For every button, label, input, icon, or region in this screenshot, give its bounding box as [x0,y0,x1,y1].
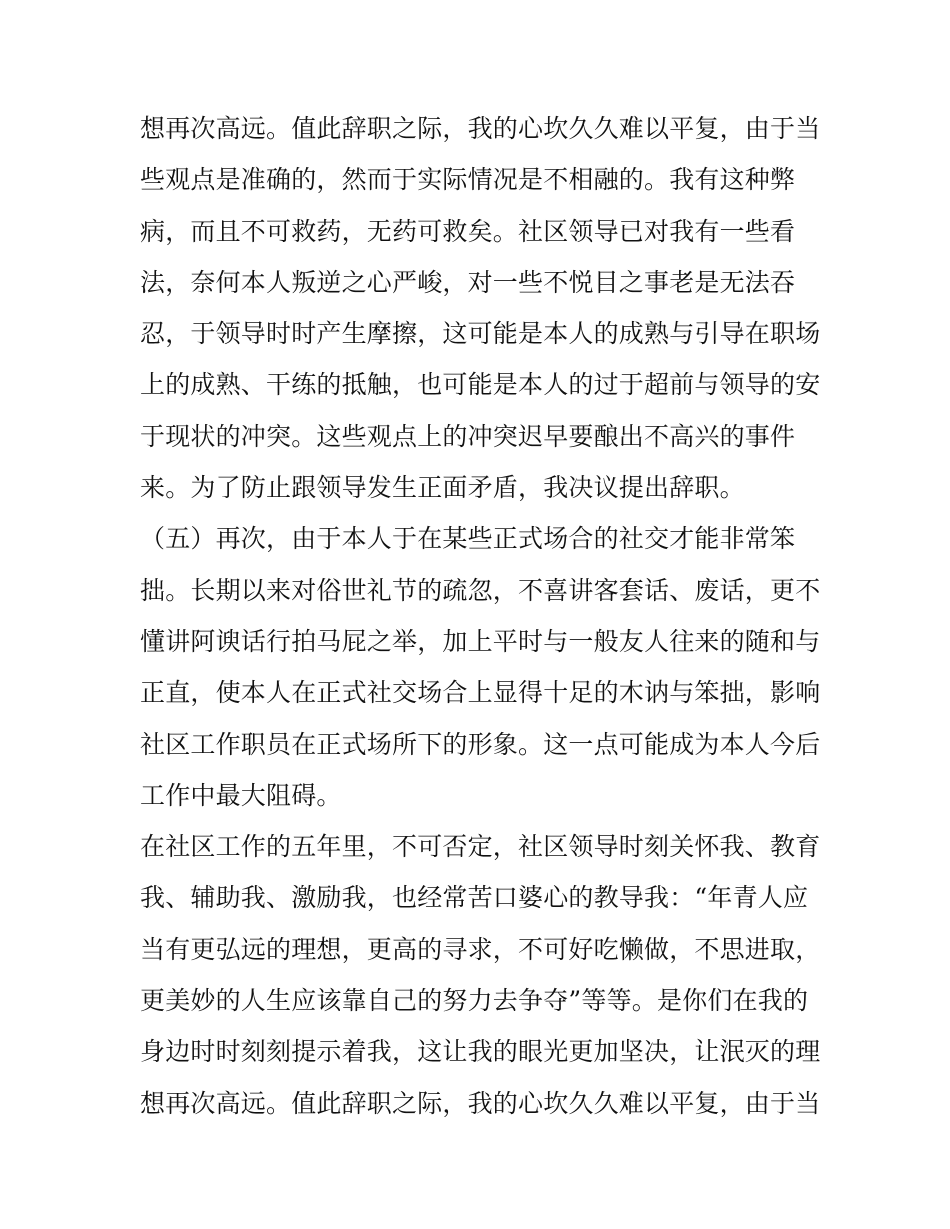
text-line-14: 工作中最大阻碍。 [140,780,342,810]
text-line-16: 我、辅助我、激励我，也经常苦口婆心的教导我：“年青人应 [140,883,809,913]
text-line-8: 来。为了防止跟领导发生正面矛盾，我决议提出辞职。 [140,473,745,503]
text-line-4: 法，奈何本人叛逆之心严峻，对一些不悦目之事老是无法吞 [140,267,796,297]
text-line-5: 忍，于领导时时产生摩擦，这可能是本人的成熟与引导在职场 [140,319,821,349]
text-line-3: 病，而且不可救药，无药可救矣。社区领导已对我有一些看 [140,216,796,246]
text-line-1: 想再次高远。值此辞职之际，我的心坎久久难以平复，由于当 [140,114,821,143]
text-line-17: 当有更弘远的理想，更高的寻求，不可好吃懒做，不思进取， [140,934,821,964]
text-line-13: 社区工作职员在正式场所下的形象。这一点可能成为本人今后 [140,729,821,759]
text-line-18: 更美妙的人生应该靠自己的努力去争夺”等等。是你们在我的 [140,986,809,1016]
text-line-20: 想再次高远。值此辞职之际，我的心坎久久难以平复，由于当 [140,1088,821,1118]
text-line-12: 正直，使本人在正式社交场合上显得十足的木讷与笨拙，影响 [140,678,821,708]
text-line-6: 上的成熟、干练的抵触，也可能是本人的过于超前与领导的安 [140,370,821,400]
body-text [140,103,830,1129]
text-line-15: 在社区工作的五年里，不可否定，社区领导时刻关怀我、教育 [140,832,821,862]
text-line-2: 些观点是准确的，然而于实际情况是不相融的。我有这种弊 [140,165,796,195]
text-line-7: 于现状的冲突。这些观点上的冲突迟早要酿出不高兴的事件 [140,421,796,451]
text-line-10: 拙。长期以来对俗世礼节的疏忽，不喜讲客套话、废话，更不 [140,575,821,605]
text-line-11: 懂讲阿谀话行拍马屁之举，加上平时与一般友人往来的随和与 [140,626,821,656]
text-line-9: （五）再次，由于本人于在某些正式场合的社交才能非常笨 [140,524,796,554]
text-line-19: 身边时时刻刻提示着我，这让我的眼光更加坚决，让泯灭的理 [140,1037,821,1067]
